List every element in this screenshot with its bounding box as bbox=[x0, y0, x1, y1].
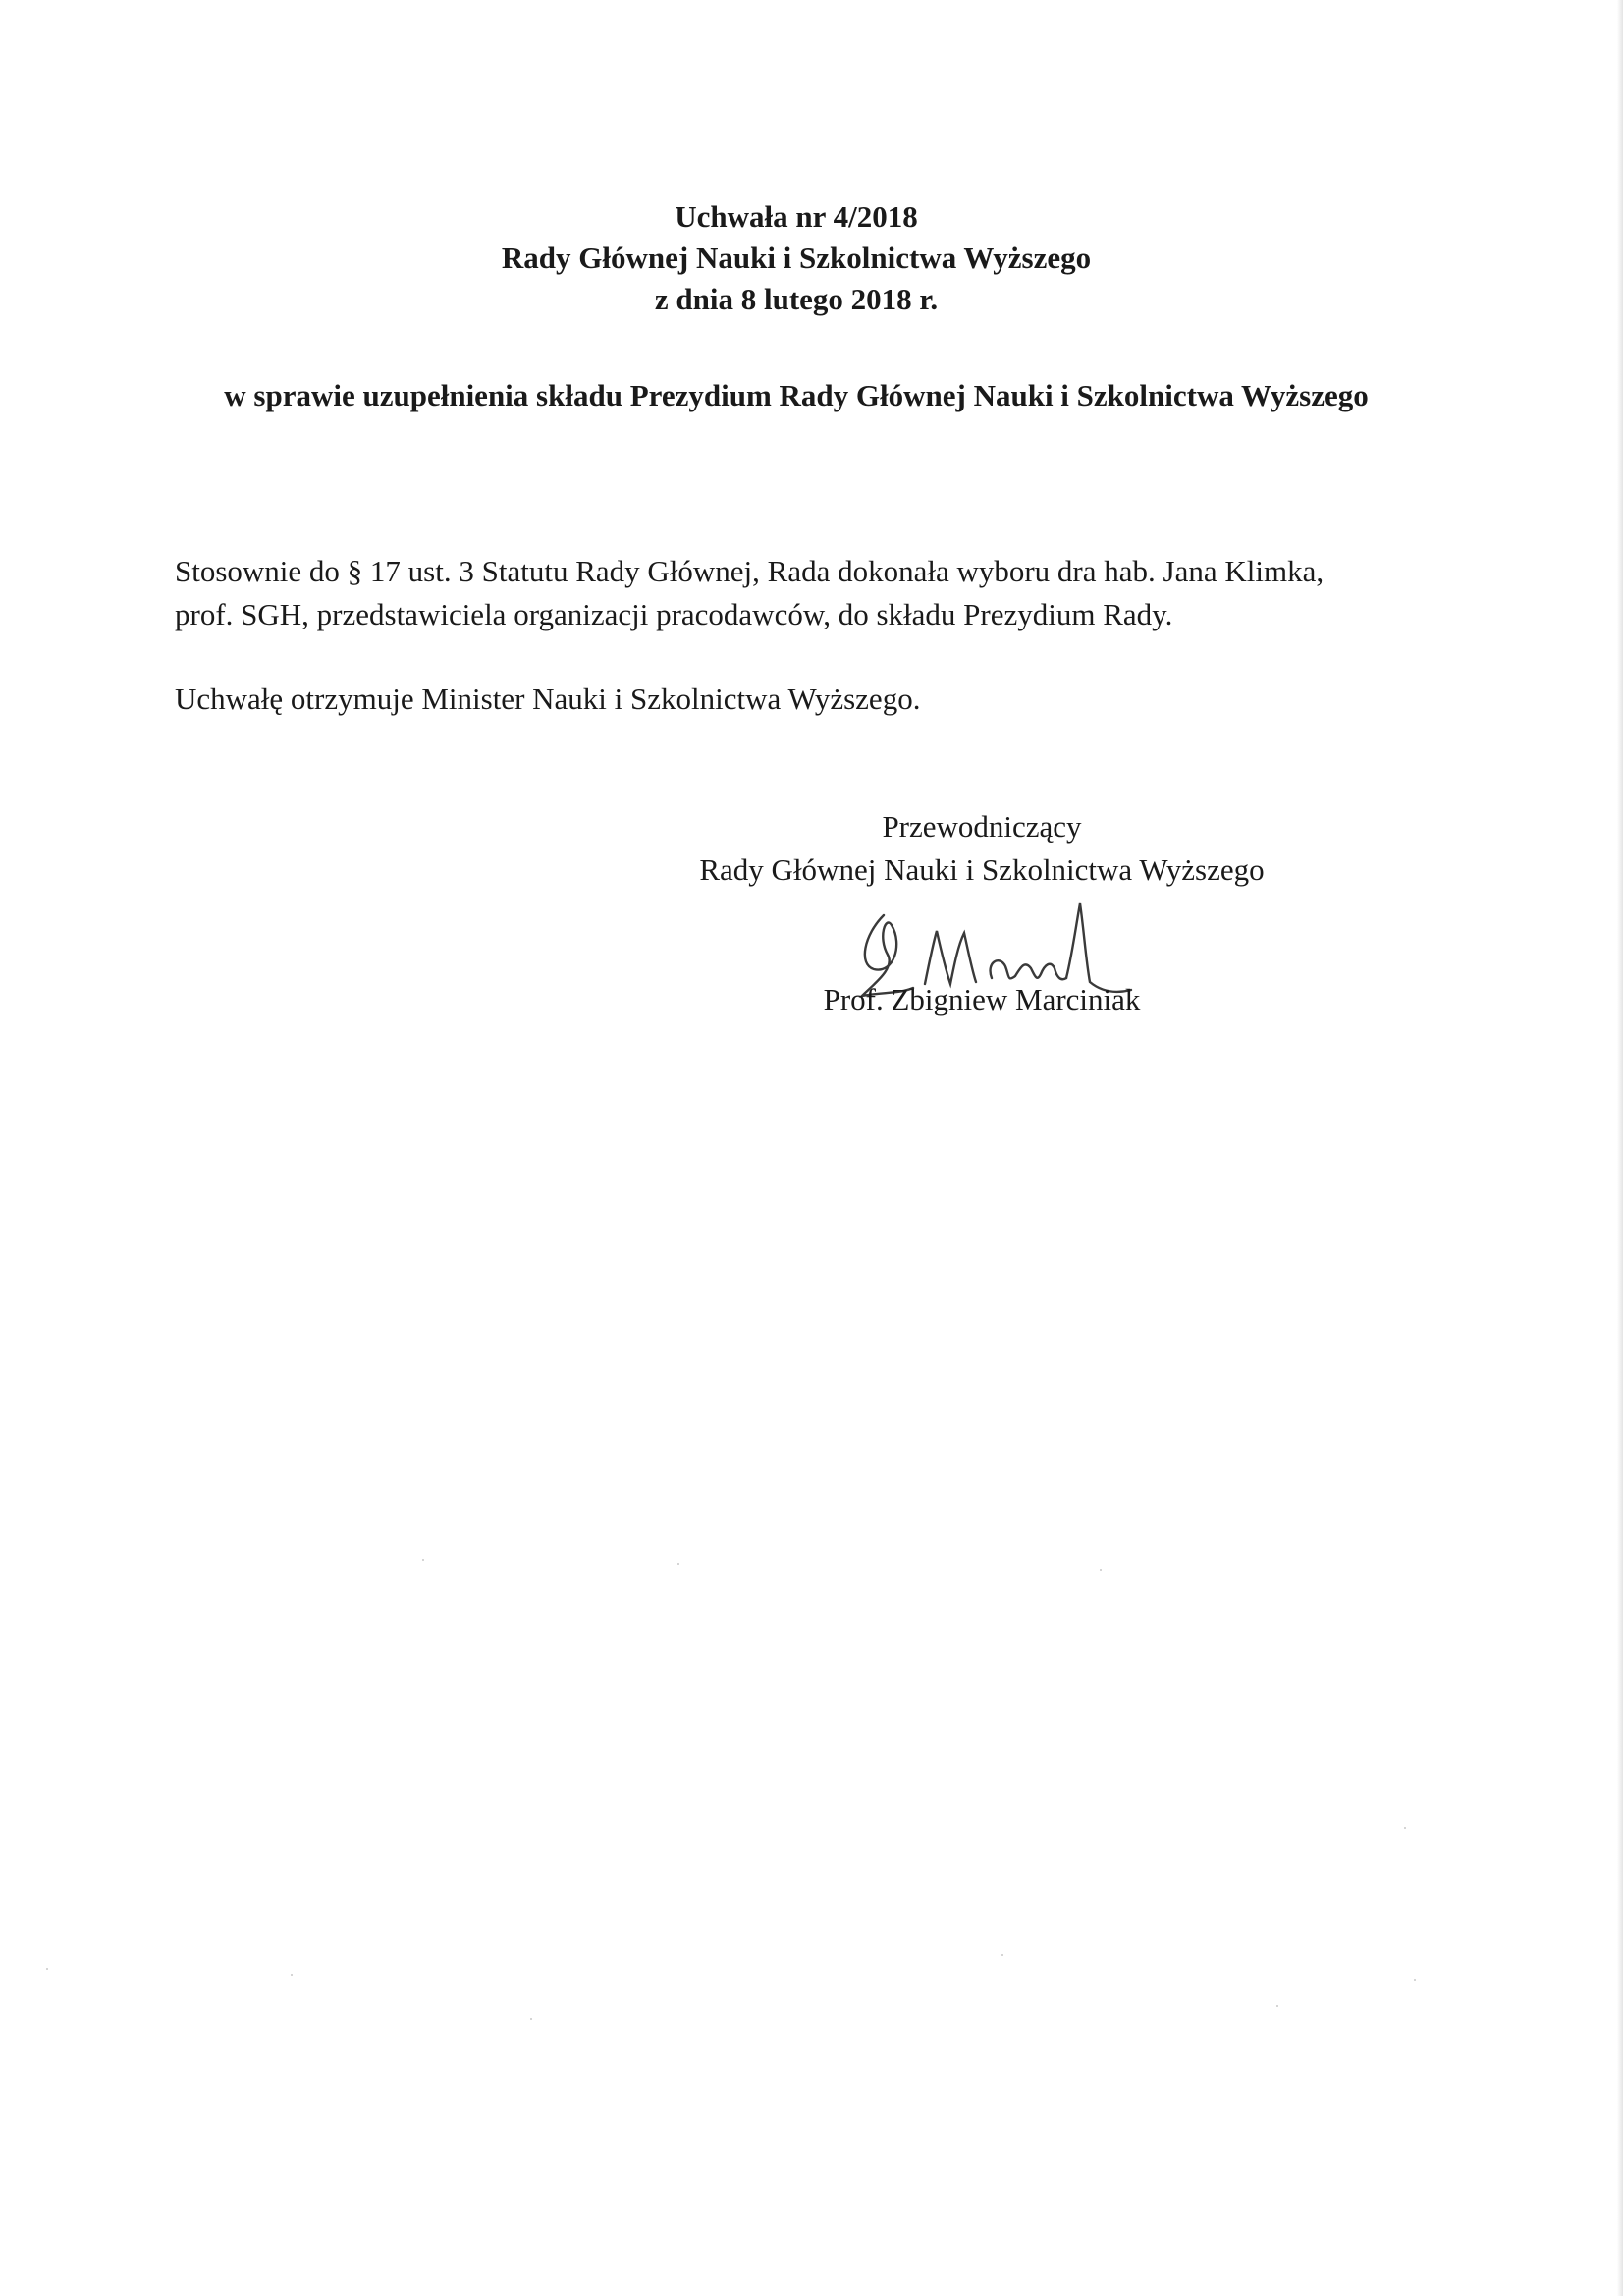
resolution-number: Uchwała nr 4/2018 bbox=[675, 199, 918, 234]
body-paragraph-1 bbox=[175, 550, 1432, 636]
scan-speck bbox=[1276, 2005, 1278, 2007]
body-paragraph-1-line-2: prof. SGH, przedstawiciela organizacji pracodawców, do składu Prezydium Rady. bbox=[175, 597, 1173, 631]
scan-speck bbox=[1404, 1827, 1406, 1829]
resolution-date: z dnia 8 lutego 2018 r. bbox=[654, 282, 939, 316]
signatory-name: Prof. Zbigniew Marciniak bbox=[823, 982, 1141, 1016]
resolution-header bbox=[0, 196, 1593, 320]
body-paragraph-1-line-1: Stosownie do § 17 ust. 3 Statutu Rady Głównej, Rada dokonała wyboru dra hab. Jana Klimka, bbox=[175, 554, 1325, 588]
signatory-title: Przewodniczący bbox=[882, 809, 1082, 844]
scan-speck bbox=[46, 1968, 48, 1970]
scan-speck bbox=[1414, 1979, 1416, 1981]
scan-speck bbox=[1001, 1954, 1003, 1956]
scan-edge-shadow bbox=[1617, 0, 1623, 2296]
scan-speck bbox=[422, 1559, 424, 1561]
issuing-body: Rady Głównej Nauki i Szkolnictwa Wyższego bbox=[501, 241, 1092, 275]
body-paragraph-2: Uchwałę otrzymuje Minister Nauki i Szkolnictwa Wyższego. bbox=[175, 682, 921, 716]
scan-speck bbox=[1100, 1569, 1102, 1571]
scan-speck bbox=[291, 1974, 293, 1976]
scan-speck bbox=[677, 1563, 679, 1565]
signatory-body: Rady Głównej Nauki i Szkolnictwa Wyższego bbox=[699, 852, 1265, 887]
scan-speck bbox=[530, 2018, 532, 2020]
resolution-subject: w sprawie uzupełnienia składu Prezydium Rady Głównej Nauki i Szkolnictwa Wyższego bbox=[224, 378, 1369, 412]
